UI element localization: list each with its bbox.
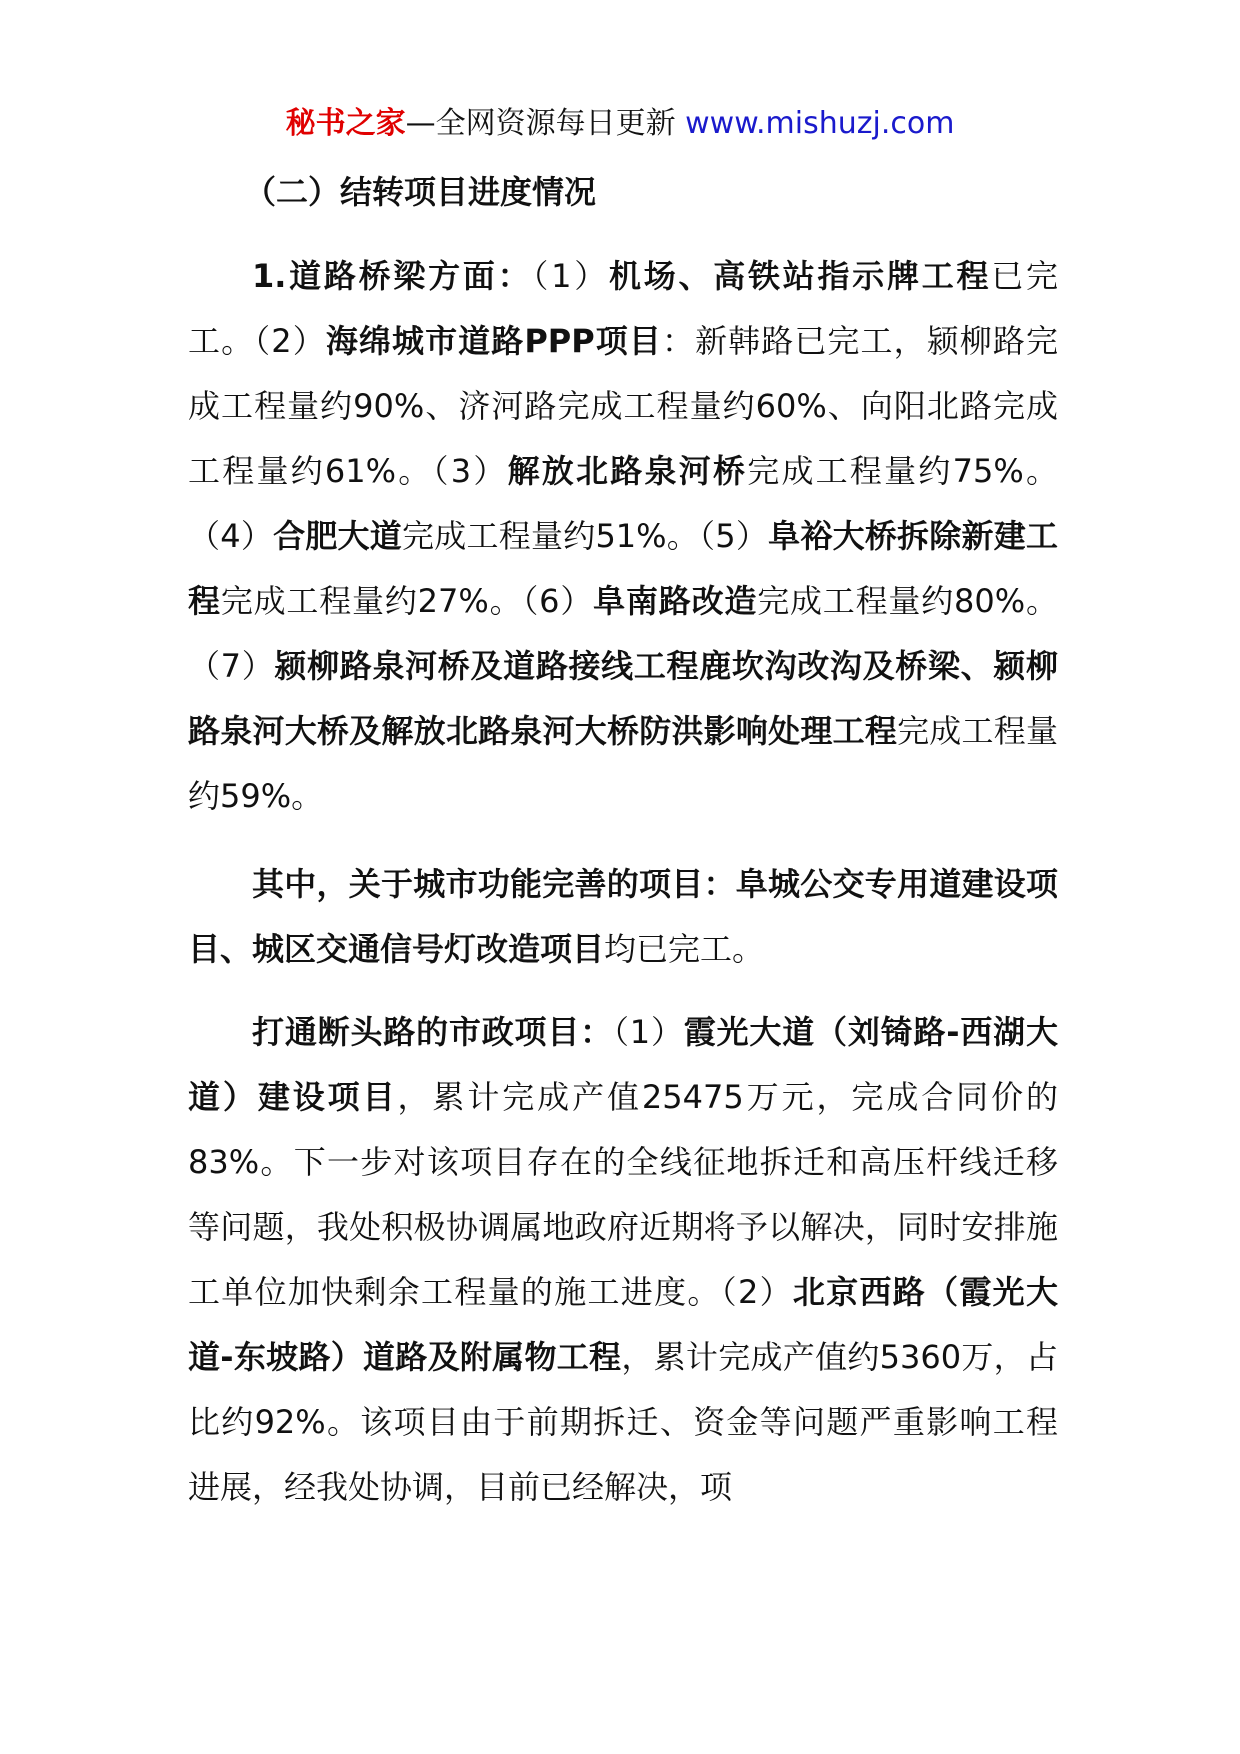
project-name: 合肥大道 [273, 517, 403, 555]
text-run: ，累计完成产值25475万元，完成合同价的83%。下一步对该项目存在的全线征地拆迁和高压杆线迁移等问题，我处积极协调属地政府近期将予以解决，同时安排施工单位加快剩余工程量的施工进度。（2） [188, 1078, 1058, 1311]
paragraph-dead-end-roads [188, 1000, 1058, 1520]
text-run: ：新韩路已完工，颍柳路完成工程量约90%、济河路完成工程量约60%、向阳北路完成工程量约61%。（3） [188, 322, 1058, 490]
text-run: （1） [532, 257, 609, 295]
project-name: 霞光大道（刘锜路-西湖大道）建设项目 [188, 1013, 1058, 1116]
project-name: 北京西路（霞光大道-东坡路）道路及附属物工程 [188, 1273, 1058, 1376]
project-name: 阜南路改造 [593, 582, 758, 620]
project-name: 颍柳路泉河桥及道路接线工程鹿坎沟改沟及桥梁、颍柳路泉河大桥及解放北路泉河大桥防洪影响处理工程 [188, 647, 1058, 750]
paragraph-road-bridge [188, 244, 1058, 829]
project-name: 解放北路泉河桥 [507, 452, 748, 490]
project-name: 阜裕大桥拆除新建工程 [188, 517, 1058, 620]
project-name: 海绵城市道路PPP项目 [325, 322, 662, 360]
section-title: （二）结转项目进度情况 [244, 173, 597, 211]
paragraph-city-function [188, 852, 1058, 982]
project-name: 其中，关于城市功能完善的项目：阜城公交专用道建设项目、城区交通信号灯改造项目 [188, 865, 1058, 968]
text-run: 完成工程量约59%。 [188, 712, 1058, 815]
page-header [0, 104, 1240, 144]
text-run: 完成工程量约27%。（6） [220, 582, 594, 620]
header-brand: 秘书之家 [285, 106, 406, 141]
para-heading: 1.道路桥梁方面： [252, 257, 533, 295]
text-run: 完成工程量约51%。（5） [402, 517, 769, 555]
text-run: 完成工程量约75%。（4） [188, 452, 1058, 555]
project-name: 机场、高铁站指示牌工程 [609, 257, 992, 295]
text-run: （1） [612, 1013, 684, 1051]
text-run: 已完工。（2） [188, 257, 1058, 360]
text-run: ，累计完成产值约5360万，占比约92%。该项目由于前期拆迁、资金等问题严重影响工程进展，经我处协调，目前已经解决，项 [188, 1338, 1058, 1506]
header-tagline: —全网资源每日更新 [405, 106, 686, 141]
text-run: 均已完工。 [604, 930, 765, 968]
header-url[interactable]: www.mishuzj.com [685, 106, 955, 141]
para-heading: 打通断头路的市政项目： [252, 1013, 613, 1051]
text-run: 完成工程量约80%。（7） [188, 582, 1058, 685]
